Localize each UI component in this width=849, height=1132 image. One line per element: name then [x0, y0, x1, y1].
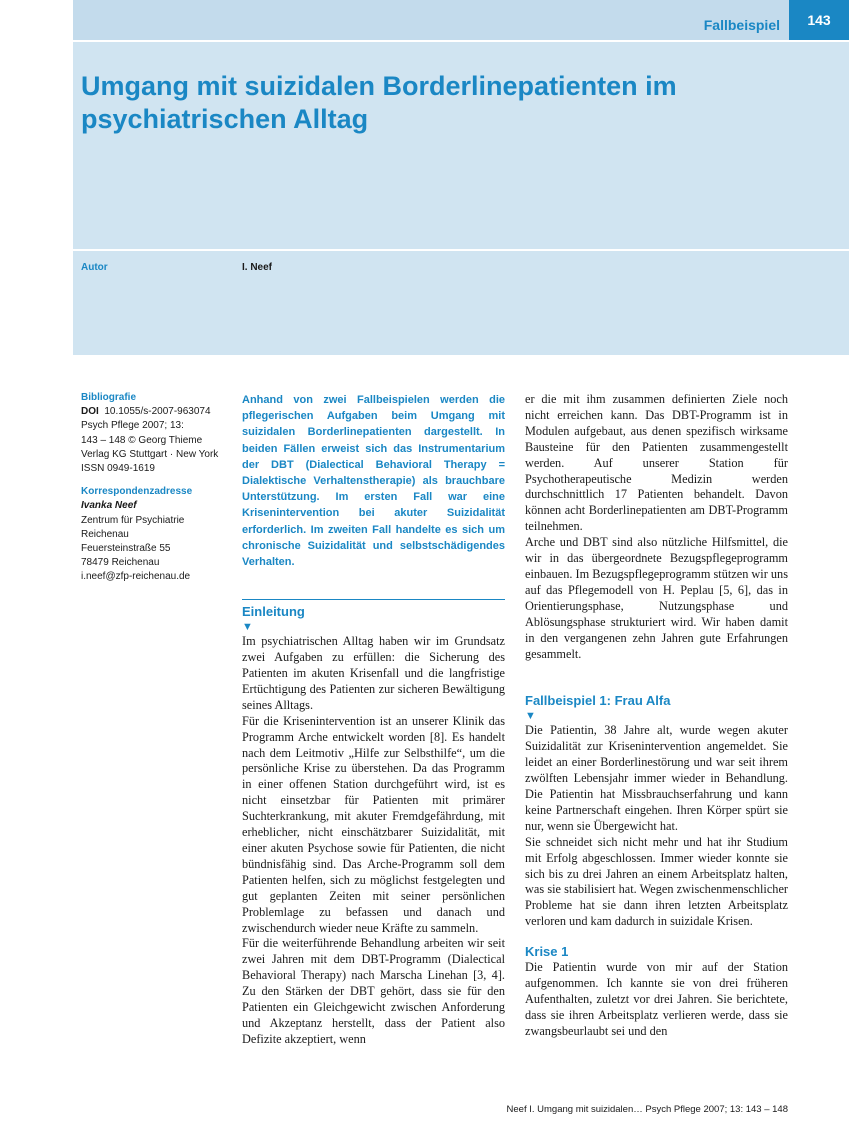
page-footer: Neef I. Umgang mit suizidalen… Psych Pflege 2007; 13: 143 – 148 [506, 1104, 788, 1115]
citation: Psych Pflege 2007; 13: [81, 420, 184, 432]
bibliography-sidebar [81, 391, 231, 585]
page-number: 143 [789, 0, 849, 40]
bibliography-heading: Bibliografie [81, 392, 137, 403]
triangle-marker-icon: ▼ [242, 621, 253, 634]
text-column-1 [242, 392, 505, 1048]
abstract: Anhand von zwei Fallbeispielen werden die pflegerischen Aufgaben beim Umgang mit suizidalen Borderlinepatienten dargestellt. In beiden Fällen erweist sich das Instrumentarium der DBT (Dialectical Behavioral Therapy = Dialektische Verhaltenstherapie) als brauchbare Unterstützung. Im ersten Fall war eine Krisenintervention bei akuter Suizidalität erforderlich. Im zweiten Fall handelte es sich um chronische Suizidalität und selbstschädigendes Verhalten. [242, 394, 505, 569]
correspondence-name: Ivanka Neef [81, 500, 137, 512]
paragraph: Die Patientin wurde von mir auf der Station aufgenommen. Ich kannte sie von drei früheren Aufenthalten, zuletzt vor drei Jahren. Sie berichtete, dass sie ihren Arbeitsplatz verlieren werde, dass sie zwangsbeurlaubt sei und den [525, 960, 788, 1038]
email: i.neef@zfp-reichenau.de [81, 571, 191, 583]
intro-heading: Einleitung [242, 604, 305, 620]
address-line: Reichenau [81, 528, 129, 540]
doi-line [81, 405, 231, 419]
title-banner [73, 0, 849, 355]
issn: ISSN 0949-1619 [81, 463, 155, 475]
section-rule [242, 599, 505, 600]
banner-divider [73, 249, 849, 251]
doi-label: DOI [81, 406, 99, 418]
paragraph: Die Patientin, 38 Jahre alt, wurde wegen akuter Suizidalität zur Krisenintervention angemeldet. Sie leidet an einer Borderlinestörung und war seit ihrem zwölften Lebensjahr immer wieder in Behandlung. Die Patientin hat Missbrauchserfahrung und kann keine Partnerschaft eingehen. Ihren Körper spürt sie nur, wenn sie Übergewicht hat. [525, 723, 788, 833]
article-title: Umgang mit suizidalen Borderlinepatienten im psychiatrischen Alltag [81, 71, 677, 134]
author-label: Autor [81, 262, 108, 273]
text-column-2 [525, 392, 788, 1040]
header-bar [73, 0, 849, 42]
paragraph: Für die weiterführende Behandlung arbeiten wir seit zwei Jahren mit dem DBT-Programm (Dialectical Behavioral Therapy) nach Marscha Linehan [3, 4]. Zu den Stärken der DBT gehört, dass sie für den Patienten ein Gleichgewicht zwischen Anforderung und Akzeptanz herstellt, dass der Patient also Defizite akzeptiert, wenn [242, 936, 505, 1046]
paragraph: Sie schneidet sich nicht mehr und hat ihr Studium mit Erfolg abgeschlossen. Immer wieder konnte sie sich bis zu drei Jahren an einem Arbeitsplatz halten, was sie stabilisiert hat. Wegen zwischenmenschlicher Probleme hat sie dann ihren letzten Arbeitsplatz verloren und kam dadurch in suizidale Krisen. [525, 834, 788, 929]
paragraph: er die mit ihm zusammen definierten Ziele noch nicht erreichen kann. Das DBT-Programm ist in Modulen aufgebaut, aus denen spezifisch wirksame Bausteine für den Patienten zusammengestellt werden. Auf unserer Station für Psychotherapeutische Medizin werden durchschnittlich 17 Patienten behandelt. Davon können acht Borderlinepatienten am DBT-Programm teilnehmen. [525, 392, 788, 534]
doi-value: 10.1055/s-2007-963074 [104, 406, 211, 418]
address-line: Zentrum für Psychiatrie [81, 514, 185, 526]
crisis-heading: Krise 1 [525, 944, 569, 960]
paragraph: Für die Krisenintervention ist an unserer Klinik das Programm Arche entwickelt worden [8]. Es handelt nach dem Leitmotiv „Hilfe zur Selbsthilfe“, um die persönliche Krise zu überstehen. Da das Programm in einer offenen Station durchgeführt wird, ist es nicht einsetzbar für Patienten mit primärer Suchterkrankung, mit akuter Fremdgefährdung, mit erheblicher, nicht einschätzbarer Suizidalität, mit einer akuten Psychose sowie für Patienten, die nicht bündnisfähig sind. Das Arche-Programm soll dem Patienten helfen, sich zu möglichst festgelegten und gut geplanten Zeiten mit seiner persönlichen Problemlage zu befassen und danach und zwischendurch wieder neue Kräfte zu sammeln. [242, 713, 505, 935]
case-heading: Fallbeispiel 1: Frau Alfa [525, 693, 671, 709]
paragraph: Im psychiatrischen Alltag haben wir im Grundsatz zwei Aufgaben zu erfüllen: die Sicherung des Patienten im akuten Krisenfall und die langfristige Ertüchtigung des Patienten zur sicheren Bewältigung seines Alltags. [242, 634, 505, 712]
publisher: Verlag KG Stuttgart · New York [81, 448, 219, 460]
paragraph: Arche und DBT sind also nützliche Hilfsmittel, die wir in das übergeordnete Bezugspflegeprogramm einbauen. Im Bezugspflegeprogramm stützen wir uns auf das Pflegemodell von H. Peplau [5, 6], das in Orientierungsphase, Nutzungsphase und Ablösungsphase strukturiert wird. Wir haben damit in den vergangenen zehn Jahren gute Erfahrungen gesammelt. [525, 535, 788, 661]
correspondence-heading: Korrespondenzadresse [81, 486, 193, 498]
address-line: 78479 Reichenau [81, 557, 160, 569]
citation-pages: 143 – 148 © Georg Thieme [81, 434, 203, 446]
address-line: Feuersteinstraße 55 [81, 543, 171, 555]
triangle-marker-icon: ▼ [525, 710, 536, 723]
section-label: Fallbeispiel [703, 17, 780, 33]
author-name: I. Neef [242, 262, 273, 273]
